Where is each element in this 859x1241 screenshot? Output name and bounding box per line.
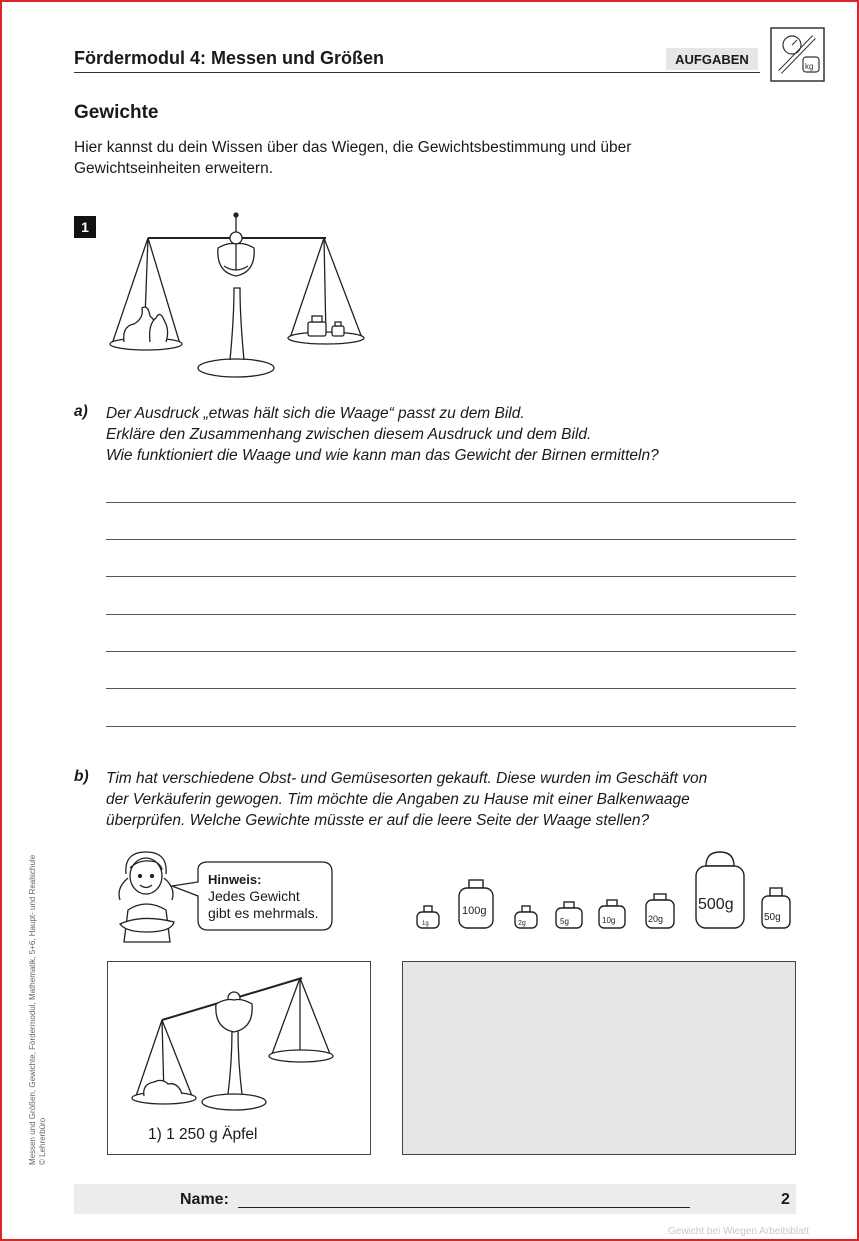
watermark: Gewicht bei Wiegen Arbeitsblatt [668, 1226, 810, 1237]
answer-line[interactable] [106, 688, 796, 689]
weight-label: 100g [462, 905, 487, 917]
svg-text:kg: kg [805, 62, 814, 71]
question-a-line: Erkläre den Zusammenhang zwischen diesem Ausdruck und dem Bild. [106, 426, 592, 443]
hint-text [208, 888, 318, 922]
question-b-text [106, 768, 806, 831]
measure-scale-icon [770, 27, 825, 82]
question-b-line: Tim hat verschiedene Obst- und Gemüsesorten gekauft. Diese wurden im Geschäft von [106, 770, 708, 787]
weights-row [412, 848, 798, 938]
weight-label: 1g [422, 921, 429, 927]
question-a-line: Der Ausdruck „etwas hält sich die Waage“ passt zu dem Bild. [106, 405, 525, 422]
question-b-line: überprüfen. Welche Gewichte müsste er auf die leere Seite der Waage stellen? [106, 812, 650, 829]
question-a-label: a) [74, 403, 88, 420]
answer-box-gray[interactable] [402, 961, 796, 1155]
hint-line: Jedes Gewicht [208, 888, 300, 904]
weight-100g [459, 880, 493, 928]
answer-line[interactable] [106, 651, 796, 652]
balance-scale-illustration [104, 208, 374, 386]
name-label: Name: [180, 1191, 229, 1208]
question-b-line: der Verkäuferin gewogen. Tim möchte die Angaben zu Hause mit einer Balkenwaage [106, 791, 690, 808]
hint-title: Hinweis: [208, 872, 262, 887]
side-credit [28, 855, 48, 1165]
weight-label: 2g [518, 920, 526, 927]
weight-label: 5g [560, 917, 569, 926]
weight-label: 10g [602, 916, 616, 925]
credit-line: © Lehrerbüro [38, 1117, 47, 1165]
weight-50g [762, 888, 790, 928]
answer-line[interactable] [106, 576, 796, 577]
weight-label: 50g [764, 912, 781, 923]
intro-text: Hier kannst du dein Wissen über das Wiegen, die Gewichtsbestimmung und über Gewichtseinheiten erweitern. [74, 139, 632, 177]
page-title: Fördermodul 4: Messen und Größen [74, 48, 385, 68]
name-field-line[interactable] [238, 1207, 690, 1208]
weight-2g [515, 906, 537, 928]
weight-500g [696, 852, 744, 928]
weight-5g [556, 902, 582, 928]
answer-line[interactable] [106, 539, 796, 540]
hint-line: gibt es mehrmals. [208, 905, 319, 921]
weight-10g [599, 900, 625, 928]
page-number: 2 [781, 1191, 790, 1208]
question-b-label: b) [74, 768, 89, 785]
answer-line[interactable] [106, 614, 796, 615]
tilted-balance-scale-illustration [130, 966, 350, 1116]
weight-label: 500g [698, 896, 734, 913]
weight-20g [646, 894, 674, 928]
answer-line[interactable] [106, 726, 796, 727]
credit-line: Messen und Größen, Gewichte, Fördermodul, Mathematik, 5+6, Haupt- und Realschule [28, 854, 37, 1165]
section-title: Gewichte [74, 102, 159, 123]
item-1-label: 1) 1 250 g Äpfel [148, 1126, 258, 1143]
answer-line[interactable] [106, 502, 796, 503]
weight-label: 20g [648, 914, 664, 924]
header-rule [74, 72, 760, 73]
aufgaben-badge: AUFGABEN [666, 48, 758, 70]
task-number: 1 [74, 216, 96, 238]
question-a-text [106, 403, 806, 466]
question-a-line: Wie funktioniert die Waage und wie kann man das Gewicht der Birnen ermitteln? [106, 447, 659, 464]
weight-1g [417, 906, 439, 928]
